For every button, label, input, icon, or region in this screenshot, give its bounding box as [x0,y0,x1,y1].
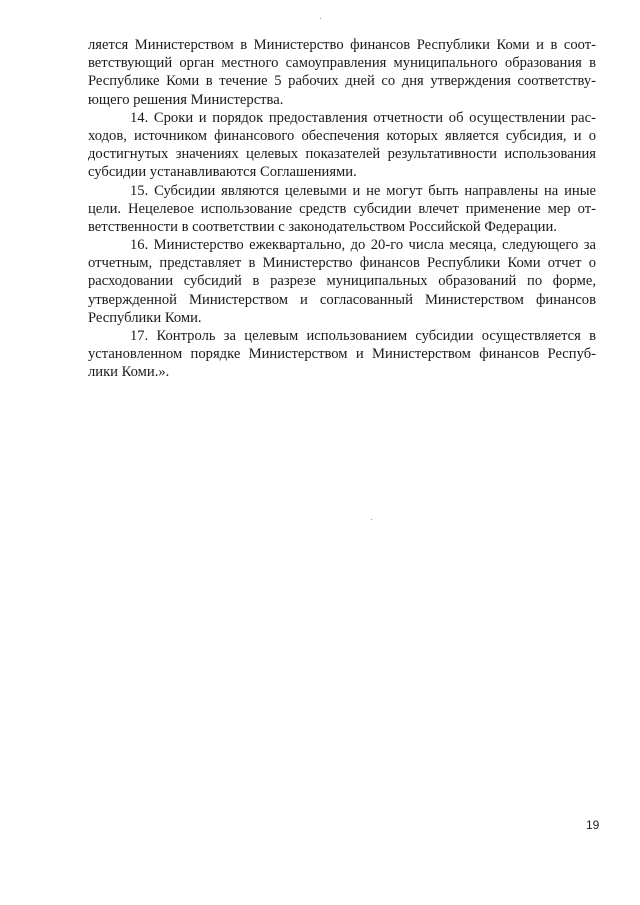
text-line: 17. Контроль за целевым использованием субсидии осуществляется в [130,328,596,344]
text-line: Республики Коми. [88,309,202,326]
document-body [88,36,596,382]
text-line: 16. Министерство ежеквартально, до 20-го числа месяца, следующего за [130,237,596,254]
scan-speck [371,519,372,520]
paragraph-continued [88,36,596,109]
text-line: ветствующий орган местного самоуправления муниципального образования в [88,55,596,72]
text-line: отчетным, представляет в Министерство финансов Республики Коми отчет о [88,255,596,272]
page-number: 19 [586,818,600,832]
text-line: 14. Сроки и порядок предоставления отчетности об осуществлении рас- [130,109,596,126]
paragraph-14 [88,109,596,182]
paragraph-16 [88,236,596,327]
paragraph-17 [88,327,596,382]
text-line: ющего решения Министерства. [88,91,284,108]
text-line: 15. Субсидии являются целевыми и не могут быть направлены на иные [130,182,596,199]
text-line: достигнутых значениях целевых показателей результативности использования [88,146,596,163]
text-line: лики Коми.». [88,364,170,381]
text-line: субсидии устанавливаются Соглашениями. [88,164,357,181]
text-line: ходов, источником финансового обеспечения которых является субсидия, и о [88,127,596,144]
text-line: Республике Коми в течение 5 рабочих дней со дня утверждения соответству- [88,73,596,90]
text-line: утвержденной Министерством и согласованный Министерством финансов [88,291,596,308]
paragraph-15 [88,182,596,237]
text-line: установленном порядке Министерством и Министерством финансов Респуб- [88,346,596,363]
text-line: цели. Нецелевое использование средств субсидии влечет применение мер от- [88,200,596,217]
text-line: ляется Министерством в Министерство финансов Республики Коми и в соот- [88,37,596,53]
scan-speck [320,18,321,19]
text-line: ветственности в соответствии с законодательством Российской Федерации. [88,218,557,235]
text-line: расходовании субсидий в разрезе муниципальных образований по форме, [88,273,596,290]
